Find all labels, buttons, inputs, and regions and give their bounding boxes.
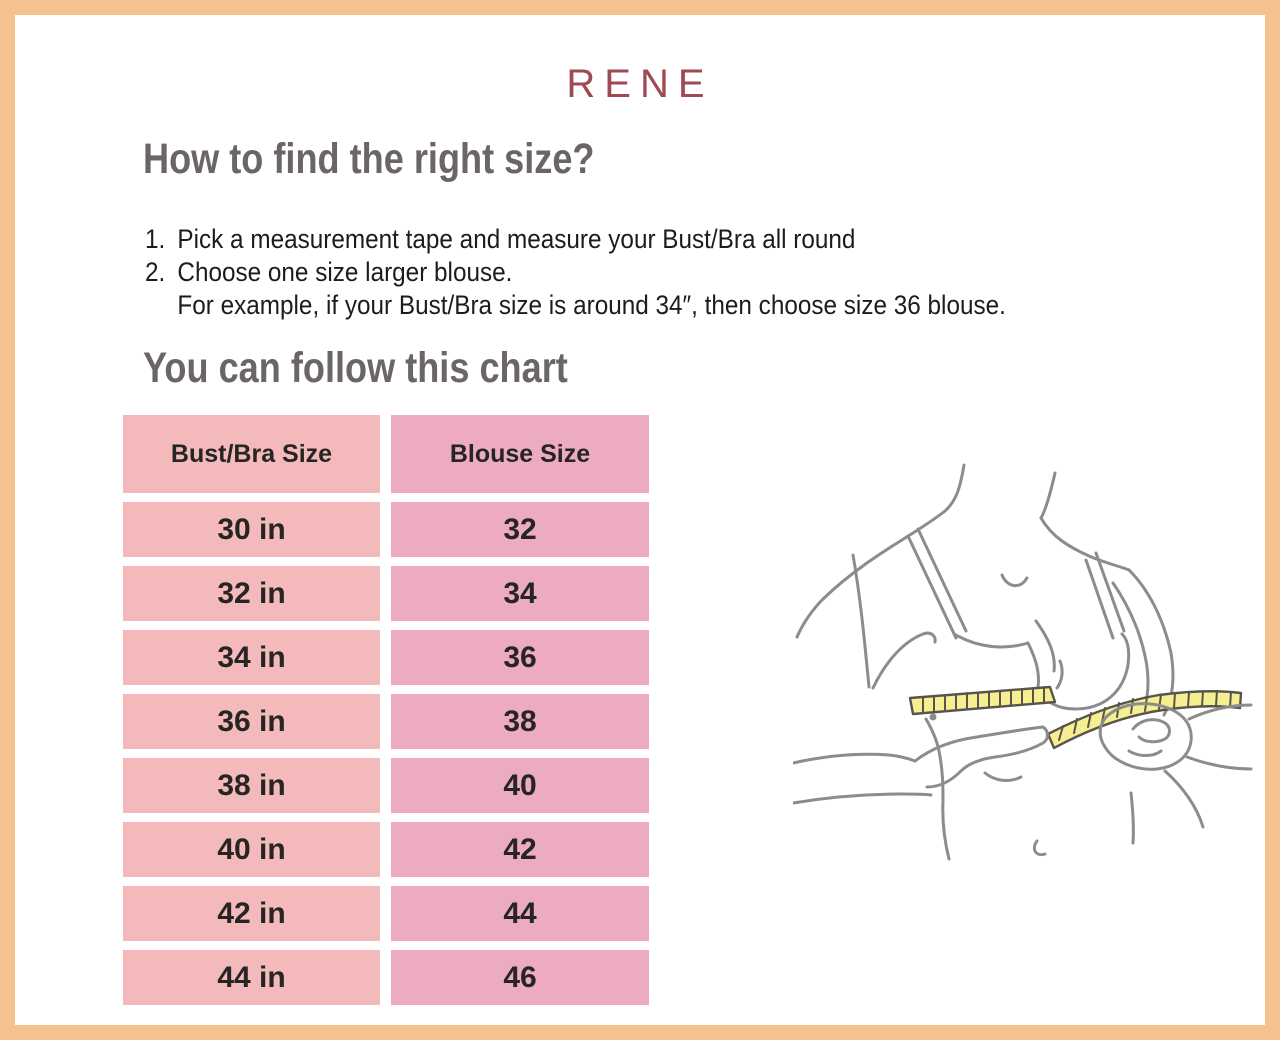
- blouse-cells: [391, 502, 649, 1005]
- step-text: Pick a measurement tape and measure your Bust/Bra all round: [177, 224, 856, 254]
- blouse-size-cell: 38: [391, 694, 649, 749]
- step-number: 1.: [145, 224, 166, 254]
- instruction-steps: [145, 223, 1225, 322]
- body-outline: [797, 465, 964, 637]
- bra-strap-right: [1086, 560, 1113, 638]
- step-text: Choose one size larger blouse.: [177, 257, 513, 287]
- bust-size-cell: 38 in: [123, 758, 380, 813]
- bust-size-cell: 42 in: [123, 886, 380, 941]
- blouse-size-cell: 44: [391, 886, 649, 941]
- bust-size-cell: 30 in: [123, 502, 380, 557]
- bust-size-cell: 40 in: [123, 822, 380, 877]
- bra-strap-left: [908, 536, 956, 638]
- instruction-step: [145, 256, 1225, 322]
- step-note: For example, if your Bust/Bra size is around 34″, then choose size 36 blouse.: [177, 290, 1006, 320]
- bust-size-cell: 36 in: [123, 694, 380, 749]
- bust-measurement-illustration: [793, 451, 1253, 891]
- blouse-size-cell: 34: [391, 566, 649, 621]
- bust-cells: [123, 502, 380, 1005]
- blouse-size-cell: 46: [391, 950, 649, 1005]
- left-arm: [793, 754, 915, 763]
- bust-column-header: Bust/Bra Size: [123, 415, 380, 493]
- how-to-title: How to find the right size?: [143, 135, 595, 183]
- blouse-size-column: [391, 415, 649, 1005]
- blouse-size-cell: 32: [391, 502, 649, 557]
- bust-size-cell: 44 in: [123, 950, 380, 1005]
- bra-cups: [956, 635, 1028, 647]
- bust-size-column: [123, 415, 380, 1005]
- blouse-size-cell: 36: [391, 630, 649, 685]
- blouse-size-cell: 40: [391, 758, 649, 813]
- navel-mark: [1034, 841, 1045, 855]
- tape-end-tip: [930, 714, 937, 721]
- brand-logo: RENE: [566, 62, 714, 106]
- blouse-column-header: Blouse Size: [391, 415, 649, 493]
- blouse-size-cell: 42: [391, 822, 649, 877]
- collarbone-line: [1002, 575, 1027, 586]
- bust-size-cell: 34 in: [123, 630, 380, 685]
- chart-title: You can follow this chart: [143, 344, 568, 392]
- step-number: 2.: [145, 257, 166, 287]
- bust-size-cell: 32 in: [123, 566, 380, 621]
- size-chart-table: [123, 415, 649, 1005]
- instruction-step: [145, 223, 1225, 256]
